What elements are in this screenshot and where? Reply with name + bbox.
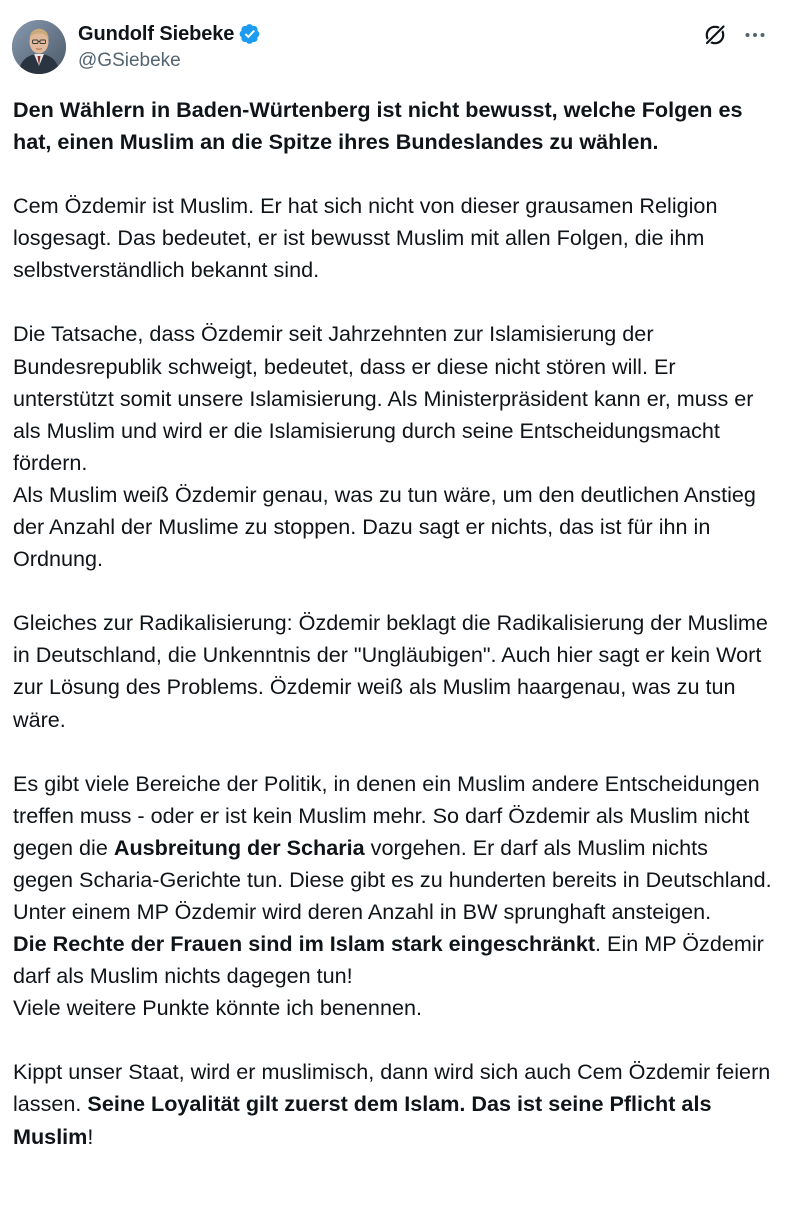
- post-text: [13, 94, 773, 1153]
- header-actions: [702, 22, 768, 48]
- avatar[interactable]: [12, 20, 66, 74]
- grok-icon[interactable]: [702, 22, 728, 48]
- text-span: . Ein MP Özdemir darf als Muslim nichts dagegen tun!: [13, 931, 764, 989]
- paragraph: Cem Özdemir ist Muslim. Er hat sich nicht von dieser grausamen Religion losgesagt. Das bedeutet, er ist bewusst Muslim mit allen Folgen, die ihm selbstverständlich bekannt sind.: [13, 193, 718, 283]
- text-span: !: [87, 1123, 94, 1149]
- avatar-photo: [12, 20, 66, 74]
- paragraph: Gleiches zur Radikalisierung: Özdemir beklagt die Radikalisierung der Muslime in Deutschland, die Unkenntnis der "Ungläubigen". Auch hier sagt er kein Wort zur Lösung des Problems. Özdemir weiß als Muslim haargenau, was zu tun wäre.: [13, 610, 768, 732]
- text-span: Kippt unser Staat, wird er muslimisch, dann wird sich auch Cem Özdemir feiern lassen.: [13, 1059, 771, 1117]
- handle[interactable]: @GSiebeke: [78, 50, 181, 71]
- paragraph: Viele weitere Punkte könnte ich benennen.: [13, 995, 422, 1021]
- post-header: [12, 18, 768, 78]
- author-names: [78, 21, 261, 72]
- paragraph: Als Muslim weiß Özdemir genau, was zu tun wäre, um den deutlichen Anstieg der Anzahl der Muslime zu stoppen. Dazu sagt er nichts, das ist für ihn in Ordnung.: [13, 481, 756, 572]
- paragraph: Die Tatsache, dass Özdemir seit Jahrzehnten zur Islamisierung der Bundesrepublik schweigt, bedeutet, dass er diese nicht stören will. Er unterstützt somit unsere Islamisierung. Als Ministerpräsident kann er, muss er als Muslim und wird er die Islamisierung durch seine Entscheidungsmacht fördern.: [13, 321, 754, 475]
- paragraph-gap: [13, 1024, 773, 1056]
- paragraph-intro: [13, 94, 773, 158]
- bold-text: Die Rechte der Frauen sind im Islam stark eingeschränkt: [13, 931, 596, 957]
- text-span: vorgehen. Er darf als Muslim nichts gegen Scharia-Gerichte tun. Diese gibt es zu hunderten bereits in Deutschland. Unter einem MP Özdemir wird deren Anzahl in BW sprunghaft ansteigen.: [13, 834, 772, 924]
- bold-text: Den Wählern in Baden-Würtenberg ist nicht bewusst, welche Folgen es hat, einen Muslim an die Spitze ihres Bundeslandes zu wählen.: [13, 97, 743, 155]
- paragraph: [13, 1056, 773, 1152]
- paragraph: [13, 928, 773, 992]
- display-name-row: [78, 21, 261, 47]
- paragraph-gap: [13, 736, 773, 768]
- bold-text: Seine Loyalität gilt zuerst dem Islam. Das ist seine Pflicht als Muslim: [13, 1091, 712, 1149]
- paragraph-gap: [13, 158, 773, 190]
- text-span: Es gibt viele Bereiche der Politik, in denen ein Muslim andere Entscheidungen treffen muss - oder er ist kein Muslim mehr. So darf Özdemir als Muslim nicht gegen die: [13, 770, 760, 860]
- paragraph: [13, 768, 773, 928]
- paragraph-gap: [13, 575, 773, 607]
- verified-badge-icon[interactable]: [239, 23, 261, 45]
- bold-text: Ausbreitung der Scharia: [113, 834, 365, 860]
- display-name[interactable]: Gundolf Siebeke: [78, 22, 235, 45]
- paragraph-gap: [13, 286, 773, 318]
- more-options-icon[interactable]: [742, 22, 768, 48]
